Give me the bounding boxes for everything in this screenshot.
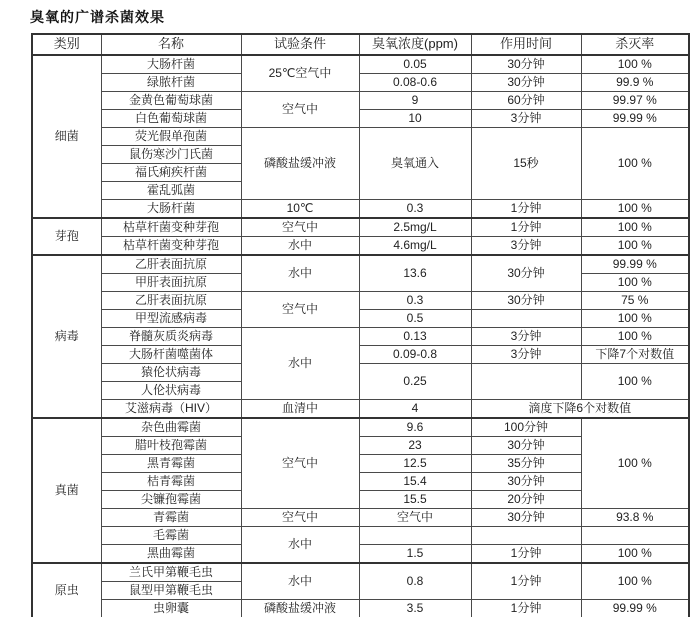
- column-header: 试验条件: [241, 34, 359, 55]
- table-cell: 99.99 %: [581, 255, 689, 274]
- table-cell: 绿脓杆菌: [101, 74, 241, 92]
- table-cell: 4: [359, 400, 471, 419]
- table-cell: 3分钟: [471, 110, 581, 128]
- table-cell: 99.99 %: [581, 600, 689, 617]
- table-cell: 鼠伤寒沙门氏菌: [101, 146, 241, 164]
- table-row: [32, 110, 689, 128]
- table-cell: 下降7个对数值: [581, 346, 689, 364]
- table-row: [32, 310, 689, 328]
- table-cell: 35分钟: [471, 455, 581, 473]
- ozone-sterilization-table: [31, 33, 690, 617]
- table-cell: 93.8 %: [581, 509, 689, 527]
- table-cell: 黑青霉菌: [101, 455, 241, 473]
- table-cell: 尖镰孢霉菌: [101, 491, 241, 509]
- table-cell: 脊髓灰质炎病毒: [101, 328, 241, 346]
- table-row: [32, 418, 689, 437]
- table-cell: 荧光假单孢菌: [101, 128, 241, 146]
- table-cell: 12.5: [359, 455, 471, 473]
- table-cell: 100 %: [581, 364, 689, 400]
- table-row: [32, 200, 689, 219]
- table-cell: 空气中: [241, 509, 359, 527]
- table-cell: 水中: [241, 255, 359, 292]
- column-header: 类别: [32, 34, 101, 55]
- table-cell: 100 %: [581, 328, 689, 346]
- table-cell: [471, 310, 581, 328]
- table-cell: 1分钟: [471, 563, 581, 600]
- table-cell: 100 %: [581, 418, 689, 509]
- table-cell: 100 %: [581, 128, 689, 200]
- table-cell: 0.3: [359, 292, 471, 310]
- table-cell: 0.5: [359, 310, 471, 328]
- table-cell: 枯草杆菌变种芽孢: [101, 218, 241, 237]
- table-cell: 0.25: [359, 364, 471, 400]
- table-cell: 30分钟: [471, 292, 581, 310]
- table-cell: 3分钟: [471, 237, 581, 256]
- table-cell: 30分钟: [471, 74, 581, 92]
- table-cell: 鼠型甲第鞭毛虫: [101, 582, 241, 600]
- table-cell: 23: [359, 437, 471, 455]
- table-cell: 0.3: [359, 200, 471, 219]
- table-cell: 枯草杆菌变种芽孢: [101, 237, 241, 256]
- table-row: [32, 128, 689, 146]
- table-cell: 3分钟: [471, 346, 581, 364]
- table-body: [32, 55, 689, 617]
- table-row: [32, 328, 689, 346]
- table-cell: 大肠杆菌噬菌体: [101, 346, 241, 364]
- table-cell: 13.6: [359, 255, 471, 292]
- table-row: [32, 563, 689, 582]
- table-cell: 3.5: [359, 600, 471, 617]
- table-cell: 磷酸盐缓冲液: [241, 128, 359, 200]
- table-cell: 臭氧通入: [359, 128, 471, 200]
- table-cell: 人伦状病毒: [101, 382, 241, 400]
- table-cell: 杂色曲霉菌: [101, 418, 241, 437]
- column-header: 臭氧浓度(ppm): [359, 34, 471, 55]
- category-cell: 原虫: [32, 563, 101, 617]
- table-cell: 9: [359, 92, 471, 110]
- table-cell: [359, 527, 471, 545]
- table-cell: 乙肝表面抗原: [101, 292, 241, 310]
- table-cell: 60分钟: [471, 92, 581, 110]
- table-cell: 1分钟: [471, 600, 581, 617]
- table-cell: 艾滋病毒（HIV）: [101, 400, 241, 419]
- table-cell: [581, 527, 689, 545]
- table-cell: 空气中: [241, 218, 359, 237]
- table-cell: 10℃: [241, 200, 359, 219]
- table-cell: 100 %: [581, 55, 689, 74]
- table-row: [32, 55, 689, 74]
- table-cell: 25℃空气中: [241, 55, 359, 92]
- table-cell: 水中: [241, 563, 359, 600]
- table-row: [32, 255, 689, 274]
- table-cell: [471, 364, 581, 400]
- table-cell: 30分钟: [471, 255, 581, 292]
- table-row: [32, 600, 689, 617]
- table-row: [32, 545, 689, 564]
- table-cell: 血清中: [241, 400, 359, 419]
- table-cell: 白色葡萄球菌: [101, 110, 241, 128]
- table-row: [32, 509, 689, 527]
- table-cell: [471, 527, 581, 545]
- table-cell: 0.09-0.8: [359, 346, 471, 364]
- table-row: [32, 237, 689, 256]
- table-cell: 0.13: [359, 328, 471, 346]
- page-title: 臭氧的广谱杀菌效果: [30, 9, 165, 25]
- table-cell: 0.08-0.6: [359, 74, 471, 92]
- table-cell: 金黄色葡萄球菌: [101, 92, 241, 110]
- table-cell: 30分钟: [471, 55, 581, 74]
- column-header: 杀灭率: [581, 34, 689, 55]
- table-cell: 30分钟: [471, 473, 581, 491]
- table-cell: 空气中: [241, 92, 359, 128]
- table-cell: 虫卵囊: [101, 600, 241, 617]
- table-cell: 3分钟: [471, 328, 581, 346]
- category-cell: 细菌: [32, 55, 101, 218]
- table-cell: 青霉菌: [101, 509, 241, 527]
- table-cell: 4.6mg/L: [359, 237, 471, 256]
- table-cell: 甲型流感病毒: [101, 310, 241, 328]
- table-cell: 2.5mg/L: [359, 218, 471, 237]
- table-row: [32, 74, 689, 92]
- table-cell: 0.8: [359, 563, 471, 600]
- column-header: 名称: [101, 34, 241, 55]
- table-cell: 15.5: [359, 491, 471, 509]
- table-cell: 桔青霉菌: [101, 473, 241, 491]
- table-row: [32, 346, 689, 364]
- table-cell: 15秒: [471, 128, 581, 200]
- table-cell: 大肠杆菌: [101, 200, 241, 219]
- table-cell: 100分钟: [471, 418, 581, 437]
- table-cell: 99.9 %: [581, 74, 689, 92]
- table-row: [32, 218, 689, 237]
- table-cell: 10: [359, 110, 471, 128]
- table-cell: 1分钟: [471, 545, 581, 564]
- table-cell: 猿伦状病毒: [101, 364, 241, 382]
- table-cell: 水中: [241, 328, 359, 400]
- table-cell: 100 %: [581, 274, 689, 292]
- category-cell: 病毒: [32, 255, 101, 418]
- table-cell: 30分钟: [471, 437, 581, 455]
- table-cell: 75 %: [581, 292, 689, 310]
- table-cell: 100 %: [581, 545, 689, 564]
- table-cell: 100 %: [581, 310, 689, 328]
- category-cell: 芽孢: [32, 218, 101, 255]
- table-cell: 1分钟: [471, 200, 581, 219]
- table-cell: 兰氏甲第鞭毛虫: [101, 563, 241, 582]
- category-cell: 真菌: [32, 418, 101, 563]
- table-row: [32, 400, 689, 419]
- table-cell: 霍乱弧菌: [101, 182, 241, 200]
- table-cell: 100 %: [581, 200, 689, 219]
- table-cell: 30分钟: [471, 509, 581, 527]
- table-cell: 磷酸盐缓冲液: [241, 600, 359, 617]
- column-header: 作用时间: [471, 34, 581, 55]
- table-cell: 黑曲霉菌: [101, 545, 241, 564]
- table-cell: 空气中: [241, 292, 359, 328]
- table-cell: 100 %: [581, 218, 689, 237]
- table-cell: 大肠杆菌: [101, 55, 241, 74]
- table-cell: 100 %: [581, 563, 689, 600]
- table-cell: 0.05: [359, 55, 471, 74]
- table-cell: 毛霉菌: [101, 527, 241, 545]
- table-cell: 99.99 %: [581, 110, 689, 128]
- table-cell: 99.97 %: [581, 92, 689, 110]
- table-cell: 100 %: [581, 237, 689, 256]
- table-cell: 1.5: [359, 545, 471, 564]
- table-cell: 1分钟: [471, 218, 581, 237]
- table-cell: 20分钟: [471, 491, 581, 509]
- table-cell: 水中: [241, 237, 359, 256]
- header-row: [32, 34, 689, 55]
- table-cell: 空气中: [359, 509, 471, 527]
- table-cell: 福氏痢疾杆菌: [101, 164, 241, 182]
- table-row: [32, 364, 689, 382]
- table-cell: 腊叶枝孢霉菌: [101, 437, 241, 455]
- table-row: [32, 92, 689, 110]
- table-row: [32, 527, 689, 545]
- table-cell: 滴度下降6个对数值: [471, 400, 689, 419]
- table-cell: 15.4: [359, 473, 471, 491]
- table-cell: 乙肝表面抗原: [101, 255, 241, 274]
- table-row: [32, 292, 689, 310]
- table-cell: 9.6: [359, 418, 471, 437]
- table-cell: 甲肝表面抗原: [101, 274, 241, 292]
- table-cell: 水中: [241, 527, 359, 564]
- table-cell: 空气中: [241, 418, 359, 509]
